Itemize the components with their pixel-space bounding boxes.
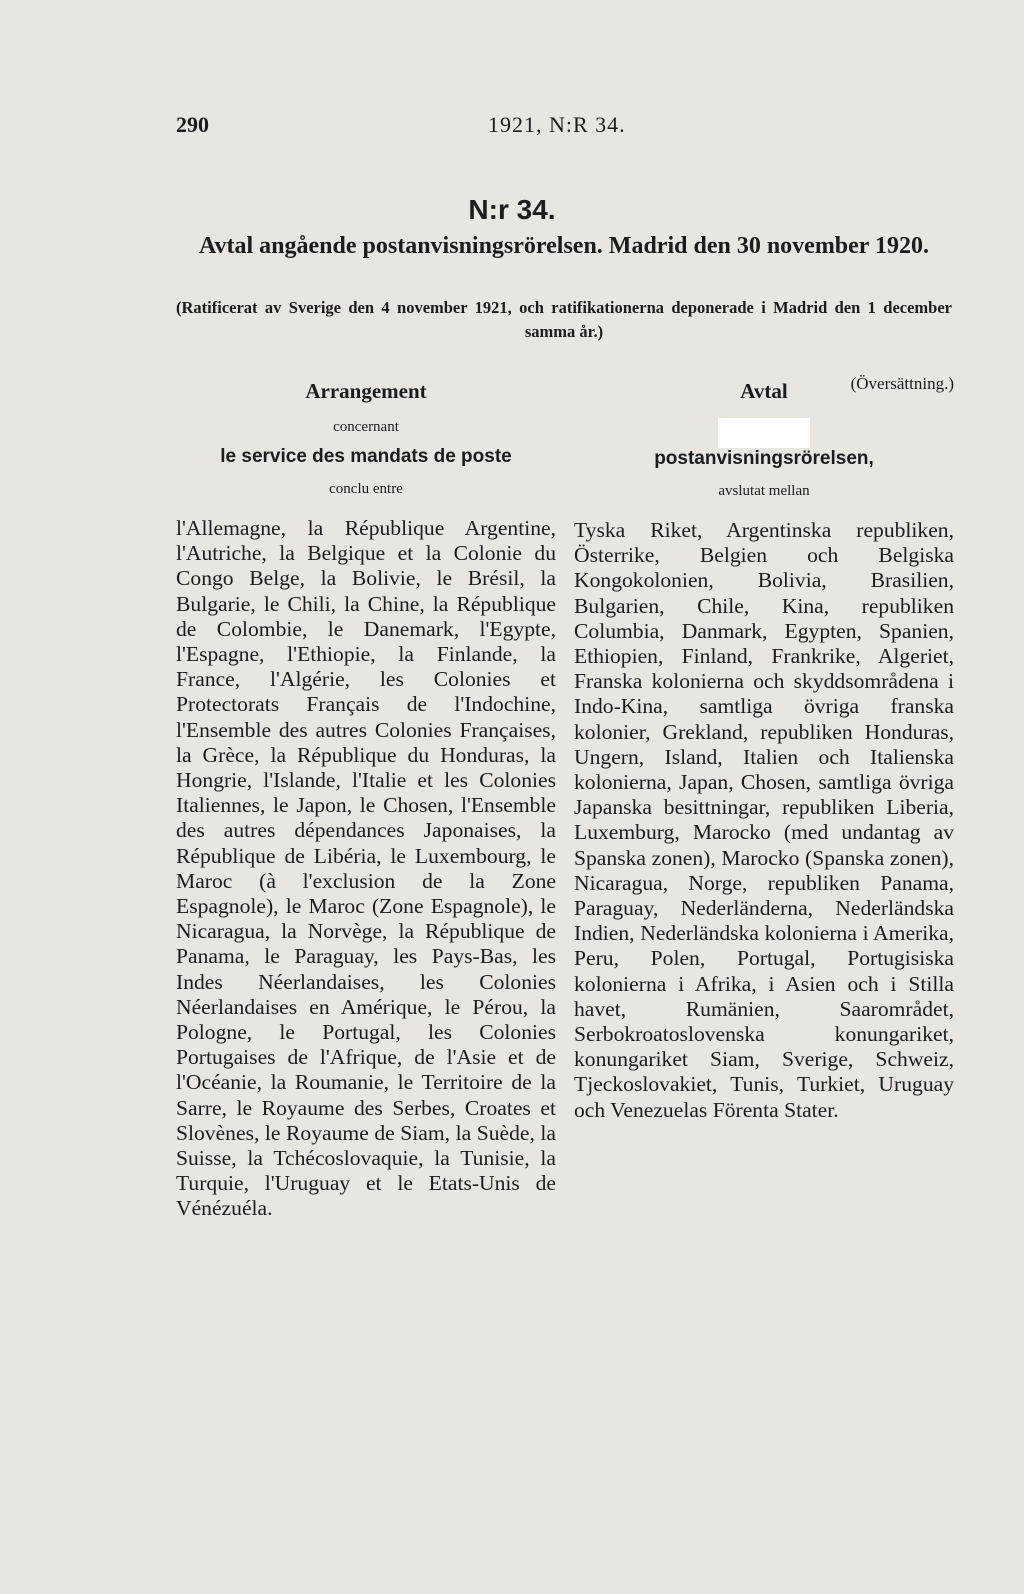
redaction-block bbox=[718, 418, 810, 448]
french-column bbox=[176, 376, 556, 1222]
swedish-parties-text: Tyska Riket, Argentinska republiken, Österrike, Belgien och Belgiska Kongokolonien, Bolivia, Brasilien, Bulgarien, Chile, Kina, republiken Columbia, Danmark, Egypten, Spanien, Ethiopien, Finland, Frankrike, Algeriet, Franska kolonierna och skyddsområdena i Indo-Kina, samtliga övriga franska kolonier, Grekland, republiken Honduras, Ungern, Island, Italien och Italienska kolonierna, Japan, Chosen, samtliga övriga Japanska besittningar, republiken Liberia, Luxemburg, Marocko (med undantag av Spanska zonen), Marocko (Spanska zonen), Nicaragua, Norge, republiken Panama, Paraguay, Nederländerna, Nederländska Indien, Nederländska kolonierna i Amerika, Peru, Polen, Portugal, Portugisiska kolonierna i Afrika, i Asien och i Stilla havet, Rumänien, Saarområdet, Serbokroatoslovenska konungariket, konungariket Siam, Sverige, Schweiz, Tjeckoslovakiet, Tunis, Turkiet, Uruguay och Venezuelas Förenta Stater. bbox=[574, 518, 954, 1122]
french-concerning: concernant bbox=[333, 419, 399, 435]
swedish-column bbox=[574, 376, 954, 1123]
translation-note: (Översättning.) bbox=[850, 374, 954, 393]
document-number: N:r 34. bbox=[468, 194, 556, 225]
running-header bbox=[176, 112, 952, 140]
french-subject: le service des mandats de poste bbox=[220, 446, 512, 467]
french-parties-text: l'Allemagne, la République Argentine, l'Autriche, la Belgique et la Colonie du Congo Belge, la Bolivie, le Brésil, la Bulgarie, le Chili, la Chine, la République de Colombie, le Danemark, l'Egypte, l'Espagne, l'Ethiopie, la Finlande, la France, l'Algérie, les Colonies et Protectorats Français de l'Indochine, l'Ensemble des autres Colonies Françaises, la Grèce, la République du Honduras, la Hongrie, l'Islande, l'Italie et les Colonies Italiennes, le Japon, le Chosen, l'Ensemble des autres dépendances Japonaises, la République de Libéria, le Luxembourg, le Maroc (à l'exclusion de la Zone Espagnole), le Maroc (Zone Espagnole), le Nicaragua, la Norvège, la République de Panama, le Paraguay, les Pays-Bas, les Indes Néerlandaises, les Colonies Néerlandaises en Amérique, le Pérou, la Pologne, le Portugal, les Colonies Portugaises de l'Afrique, de l'Asie et de l'Océanie, la Roumanie, le Territoire de la Sarre, le Royaume des Serbes, Croates et Slovènes, le Royaume de Siam, la Suède, la Suisse, la Tchécoslovaquie, la Tunisie, la Turquie, l'Uruguay et le Etats-Unis de Vénézuéla. bbox=[176, 516, 556, 1221]
french-concluded: conclu entre bbox=[329, 481, 403, 497]
swedish-subject: postanvisningsrörelsen, bbox=[654, 448, 874, 469]
ratification-note: (Ratificerat av Sverige den 4 november 1921, och ratifikationerna deponerade i Madrid den 1 december samma år.) bbox=[176, 298, 952, 341]
french-heading: Arrangement bbox=[305, 379, 427, 403]
swedish-concluded: avslutat mellan bbox=[718, 483, 810, 499]
redaction-block-area bbox=[574, 418, 954, 446]
document-title: Avtal angående postanvisningsrörelsen. Madrid den 30 november 1920. bbox=[198, 233, 930, 259]
page-number: 290 bbox=[176, 112, 209, 137]
running-title: 1921, N:R 34. bbox=[488, 112, 626, 137]
swedish-heading: Avtal bbox=[740, 379, 788, 403]
